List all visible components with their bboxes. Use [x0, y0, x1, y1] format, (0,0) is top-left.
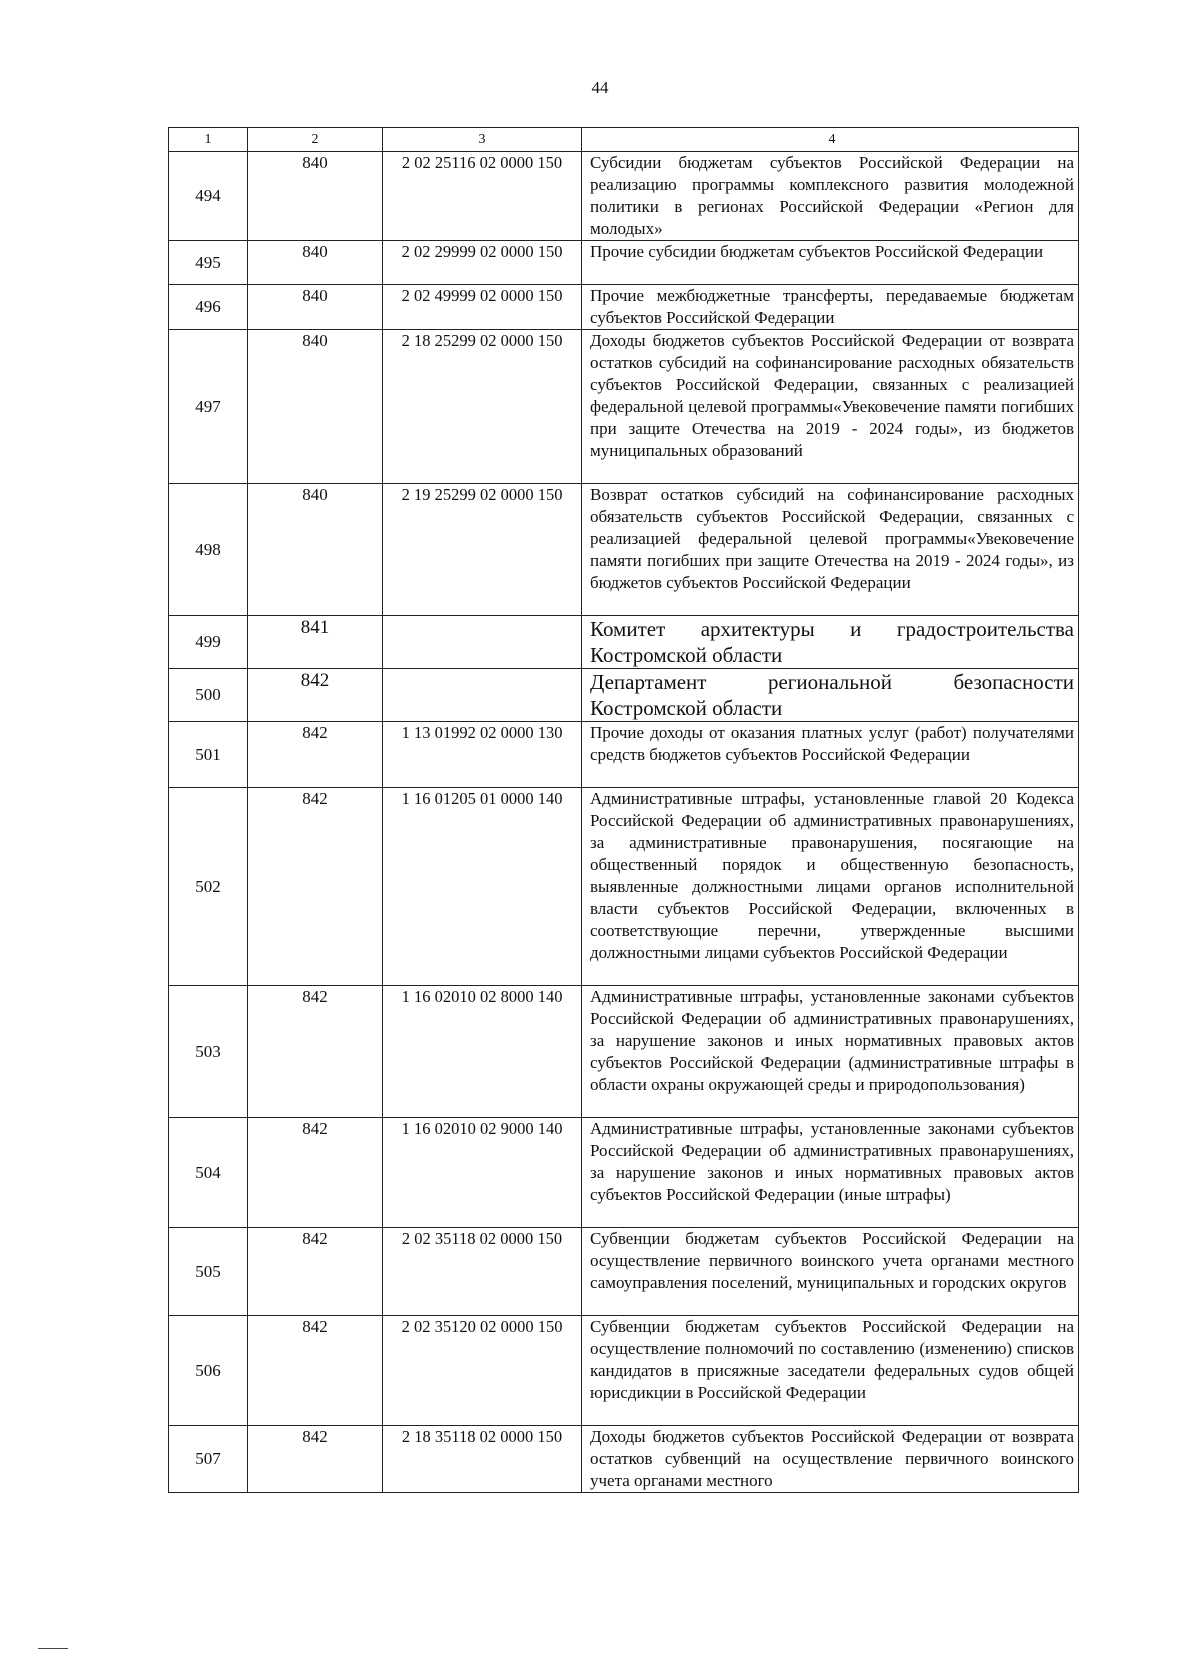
row-number: 507: [169, 1426, 248, 1493]
revenue-name: Возврат остатков субсидий на софинансирование расходных обязательств субъектов Российской Федерации, связанных с реализацией федеральной целевой программы«Увековечение памяти погибших при защите Отечества на 2019 - 2024 годы», из бюджетов субъектов Российской Федерации: [582, 484, 1079, 616]
header-col-1: 1: [169, 128, 248, 152]
table-row: [169, 1316, 1079, 1426]
table-row: [169, 152, 1079, 241]
table-row: [169, 788, 1079, 986]
revenue-name: Субсидии бюджетам субъектов Российской Федерации на реализацию программы комплексного развития молодежной политики в регионах Российской Федерации «Регион для молодых»: [582, 152, 1079, 241]
table-row: [169, 285, 1079, 330]
admin-code: 841: [248, 616, 383, 669]
revenue-code: 2 19 25299 02 0000 150: [383, 484, 582, 616]
table-row: [169, 722, 1079, 788]
revenue-code: 1 16 01205 01 0000 140: [383, 788, 582, 986]
row-number: 506: [169, 1316, 248, 1426]
table-row: [169, 1426, 1079, 1493]
row-number: 494: [169, 152, 248, 241]
row-number: 500: [169, 669, 248, 722]
header-col-3: 3: [383, 128, 582, 152]
table-row: [169, 616, 1079, 669]
row-number: 504: [169, 1118, 248, 1228]
admin-code: 840: [248, 285, 383, 330]
admin-code: 842: [248, 1426, 383, 1493]
revenue-code: 2 02 35118 02 0000 150: [383, 1228, 582, 1316]
row-number: 497: [169, 330, 248, 484]
header-col-2: 2: [248, 128, 383, 152]
table-row: [169, 1118, 1079, 1228]
header-row: [169, 128, 1079, 152]
admin-code: 842: [248, 788, 383, 986]
revenue-name: Прочие доходы от оказания платных услуг (работ) получателями средств бюджетов субъектов Российской Федерации: [582, 722, 1079, 788]
scan-edge-mark: [38, 1648, 68, 1649]
revenue-name: Доходы бюджетов субъектов Российской Федерации от возврата остатков субсидий на софинансирование расходных обязательств субъектов Российской Федерации, связанных с реализацией федеральной целевой программы«Увековечение памяти погибших при защите Отечества на 2019 - 2024 годы», из бюджетов муниципальных образований: [582, 330, 1079, 484]
revenue-code: 2 02 35120 02 0000 150: [383, 1316, 582, 1426]
admin-code: 840: [248, 241, 383, 285]
revenue-name: Доходы бюджетов субъектов Российской Федерации от возврата остатков субвенций на осуществление первичного воинского учета органами местного: [582, 1426, 1079, 1493]
admin-code: 842: [248, 669, 383, 722]
admin-code: 842: [248, 722, 383, 788]
revenue-code: 2 18 25299 02 0000 150: [383, 330, 582, 484]
revenue-code: 2 02 29999 02 0000 150: [383, 241, 582, 285]
revenue-code: 1 16 02010 02 9000 140: [383, 1118, 582, 1228]
revenue-name: Административные штрафы, установленные законами субъектов Российской Федерации об административных правонарушениях, за нарушение законов и иных нормативных правовых актов субъектов Российской Федерации (иные штрафы): [582, 1118, 1079, 1228]
department-name: Комитет архитектуры и градостроительства Костромской области: [582, 616, 1079, 669]
row-number: 495: [169, 241, 248, 285]
revenue-name: Прочие субсидии бюджетам субъектов Российской Федерации: [582, 241, 1079, 285]
row-number: 503: [169, 986, 248, 1118]
table-row: [169, 241, 1079, 285]
header-col-4: 4: [582, 128, 1079, 152]
table-row: [169, 330, 1079, 484]
admin-code: 842: [248, 986, 383, 1118]
row-number: 505: [169, 1228, 248, 1316]
admin-code: 842: [248, 1228, 383, 1316]
row-number: 496: [169, 285, 248, 330]
row-number: 502: [169, 788, 248, 986]
table-row: [169, 1228, 1079, 1316]
admin-code: 840: [248, 330, 383, 484]
table-row: [169, 669, 1079, 722]
revenue-code: 2 02 49999 02 0000 150: [383, 285, 582, 330]
row-number: 498: [169, 484, 248, 616]
revenue-code: 2 02 25116 02 0000 150: [383, 152, 582, 241]
revenue-table: [168, 127, 1079, 1493]
page-number: 44: [591, 78, 609, 97]
table-row: [169, 484, 1079, 616]
table-row: [169, 986, 1079, 1118]
department-name: Департамент региональной безопасности Костромской области: [582, 669, 1079, 722]
row-number: 499: [169, 616, 248, 669]
revenue-name: Административные штрафы, установленные законами субъектов Российской Федерации об административных правонарушениях, за нарушение законов и иных нормативных правовых актов субъектов Российской Федерации (административные штрафы в области охраны окружающей среды и природопользования): [582, 986, 1079, 1118]
revenue-name: Субвенции бюджетам субъектов Российской Федерации на осуществление полномочий по составлению (изменению) списков кандидатов в присяжные заседатели федеральных судов общей юрисдикции в Российской Федерации: [582, 1316, 1079, 1426]
row-number: 501: [169, 722, 248, 788]
admin-code: 842: [248, 1118, 383, 1228]
admin-code: 840: [248, 152, 383, 241]
revenue-name: Субвенции бюджетам субъектов Российской Федерации на осуществление первичного воинского учета органами местного самоуправления поселений, муниципальных и городских округов: [582, 1228, 1079, 1316]
admin-code: 840: [248, 484, 383, 616]
admin-code: 842: [248, 1316, 383, 1426]
revenue-name: Прочие межбюджетные трансферты, передаваемые бюджетам субъектов Российской Федерации: [582, 285, 1079, 330]
revenue-code: [383, 616, 582, 669]
revenue-code: [383, 669, 582, 722]
revenue-code: 1 13 01992 02 0000 130: [383, 722, 582, 788]
revenue-code: 2 18 35118 02 0000 150: [383, 1426, 582, 1493]
revenue-code: 1 16 02010 02 8000 140: [383, 986, 582, 1118]
revenue-name: Административные штрафы, установленные главой 20 Кодекса Российской Федерации об административных правонарушениях, за административные правонарушения, посягающие на общественный порядок и общественную безопасность, выявленные должностными лицами органов исполнительной власти субъектов Российской Федерации, включенных в соответствующие перечни, утвержденные высшими должностными лицами субъектов Российской Федерации: [582, 788, 1079, 986]
